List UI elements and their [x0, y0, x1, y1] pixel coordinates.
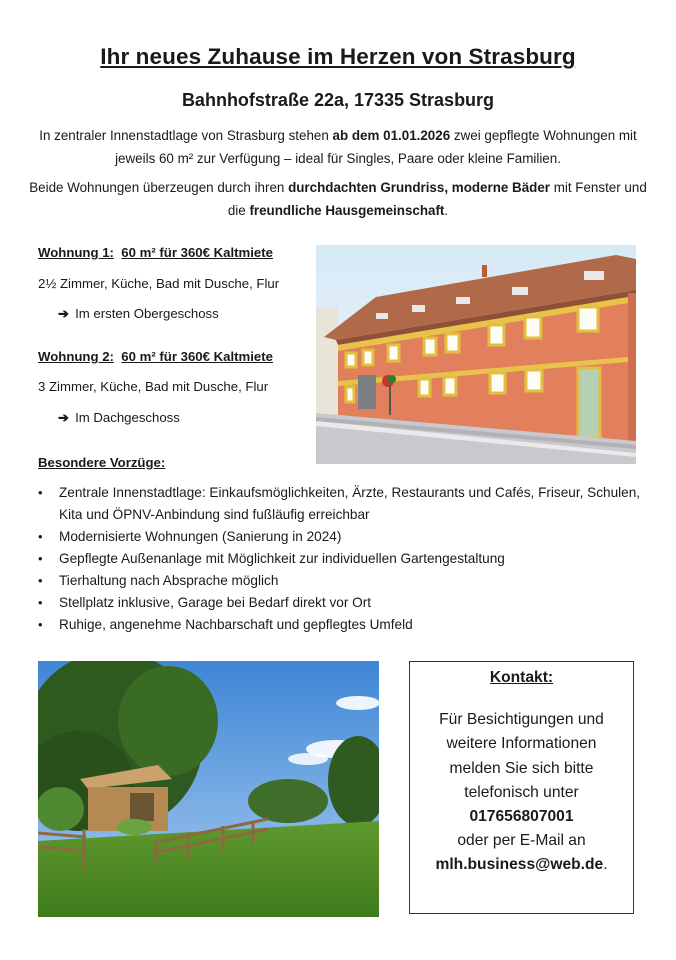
apartment-1-rooms: 2½ Zimmer, Küche, Bad mit Dusche, Flur — [38, 276, 280, 291]
bullet-icon: • — [38, 485, 43, 500]
page-title: Ihr neues Zuhause im Herzen von Strasburg — [100, 44, 576, 69]
intro-paragraph-1 — [22, 124, 654, 170]
apartment-2-rooms: 3 Zimmer, Küche, Bad mit Dusche, Flur — [38, 379, 269, 394]
apartment-1-label: Wohnung 1: — [38, 245, 114, 260]
arrow-right-icon: ➔ — [58, 410, 70, 425]
intro-text: , — [444, 180, 452, 195]
apartment-1-floor-line — [58, 306, 219, 322]
apartment-1-price: 60 m² für 360€ Kaltmiete — [121, 245, 273, 260]
intro-text: Beide Wohnungen überzeugen durch ihren — [29, 180, 289, 195]
apartment-1-heading — [38, 245, 273, 260]
advantages-heading: Besondere Vorzüge: — [38, 455, 166, 470]
apartment-2-floor-line — [58, 410, 180, 426]
list-item — [38, 592, 648, 614]
contact-period: . — [603, 856, 608, 874]
highlight-bathrooms: moderne Bäder — [451, 180, 551, 195]
list-item-text: Gepflegte Außenanlage mit Möglichkeit zur individuellen Gartengestaltung — [59, 551, 505, 566]
intro-text: . — [444, 203, 449, 218]
list-item-text: Tierhaltung nach Absprache möglich — [59, 573, 279, 588]
list-item — [38, 614, 648, 636]
contact-text: Für Besichtigungen und weitere Informationen melden Sie sich bitte telefonisch unter — [439, 711, 604, 801]
advantages-list — [38, 482, 648, 636]
apartment-2-price: 60 m² für 360€ Kaltmiete — [121, 349, 273, 364]
bullet-icon: • — [38, 617, 43, 632]
intro-paragraph-2 — [22, 176, 654, 222]
list-item-text: Stellplatz inklusive, Garage bei Bedarf direkt vor Ort — [59, 595, 372, 610]
apartment-2-heading — [38, 349, 273, 364]
garden-photo — [38, 661, 379, 917]
list-item-text: Zentrale Innenstadtlage: Einkaufsmöglichkeiten, Ärzte, Restaurants und Cafés, Friseur, Schulen, Kita und ÖPNV-Anbindung sind fußläufig erreichbar — [59, 485, 641, 522]
contact-body — [410, 708, 633, 877]
list-item — [38, 548, 648, 570]
list-item — [38, 482, 648, 526]
highlight-floorplan: durchdachten Grundriss — [288, 180, 445, 195]
contact-box — [409, 661, 634, 914]
intro-date: ab dem 01.01.2026 — [332, 128, 451, 143]
highlight-community: freundliche Hausgemeinschaft — [249, 203, 445, 218]
contact-phone[interactable]: 017656807001 — [469, 808, 574, 826]
intro-text: mit Fenster und die — [227, 180, 647, 218]
intro-text: In zentraler Innenstadtlage von Strasburg stehen — [39, 128, 333, 143]
list-item — [38, 526, 648, 548]
contact-text-email: oder per E-Mail an — [457, 832, 586, 850]
list-item-text: Ruhige, angenehme Nachbarschaft und gepflegtes Umfeld — [59, 617, 413, 632]
list-item — [38, 570, 648, 592]
arrow-right-icon: ➔ — [58, 306, 70, 321]
apartment-2-floor: Im Dachgeschoss — [75, 410, 180, 425]
house-photo — [316, 245, 636, 464]
address-heading: Bahnhofstraße 22a, 17335 Strasburg — [181, 90, 495, 110]
contact-email[interactable]: mlh.business@web.de — [435, 856, 604, 874]
apartment-2-label: Wohnung 2: — [38, 349, 114, 364]
bullet-icon: • — [38, 551, 43, 566]
bullet-icon: • — [38, 595, 43, 610]
apartment-1-floor: Im ersten Obergeschoss — [75, 306, 219, 321]
intro-text: zwei gepflegte Wohnungen mit jeweils 60 m² zur Verfügung – ideal für Singles, Paare oder kleine Familien. — [115, 128, 637, 166]
bullet-icon: • — [38, 529, 43, 544]
contact-title: Kontakt: — [489, 669, 554, 686]
bullet-icon: • — [38, 573, 43, 588]
list-item-text: Modernisierte Wohnungen (Sanierung in 2024) — [59, 529, 342, 544]
